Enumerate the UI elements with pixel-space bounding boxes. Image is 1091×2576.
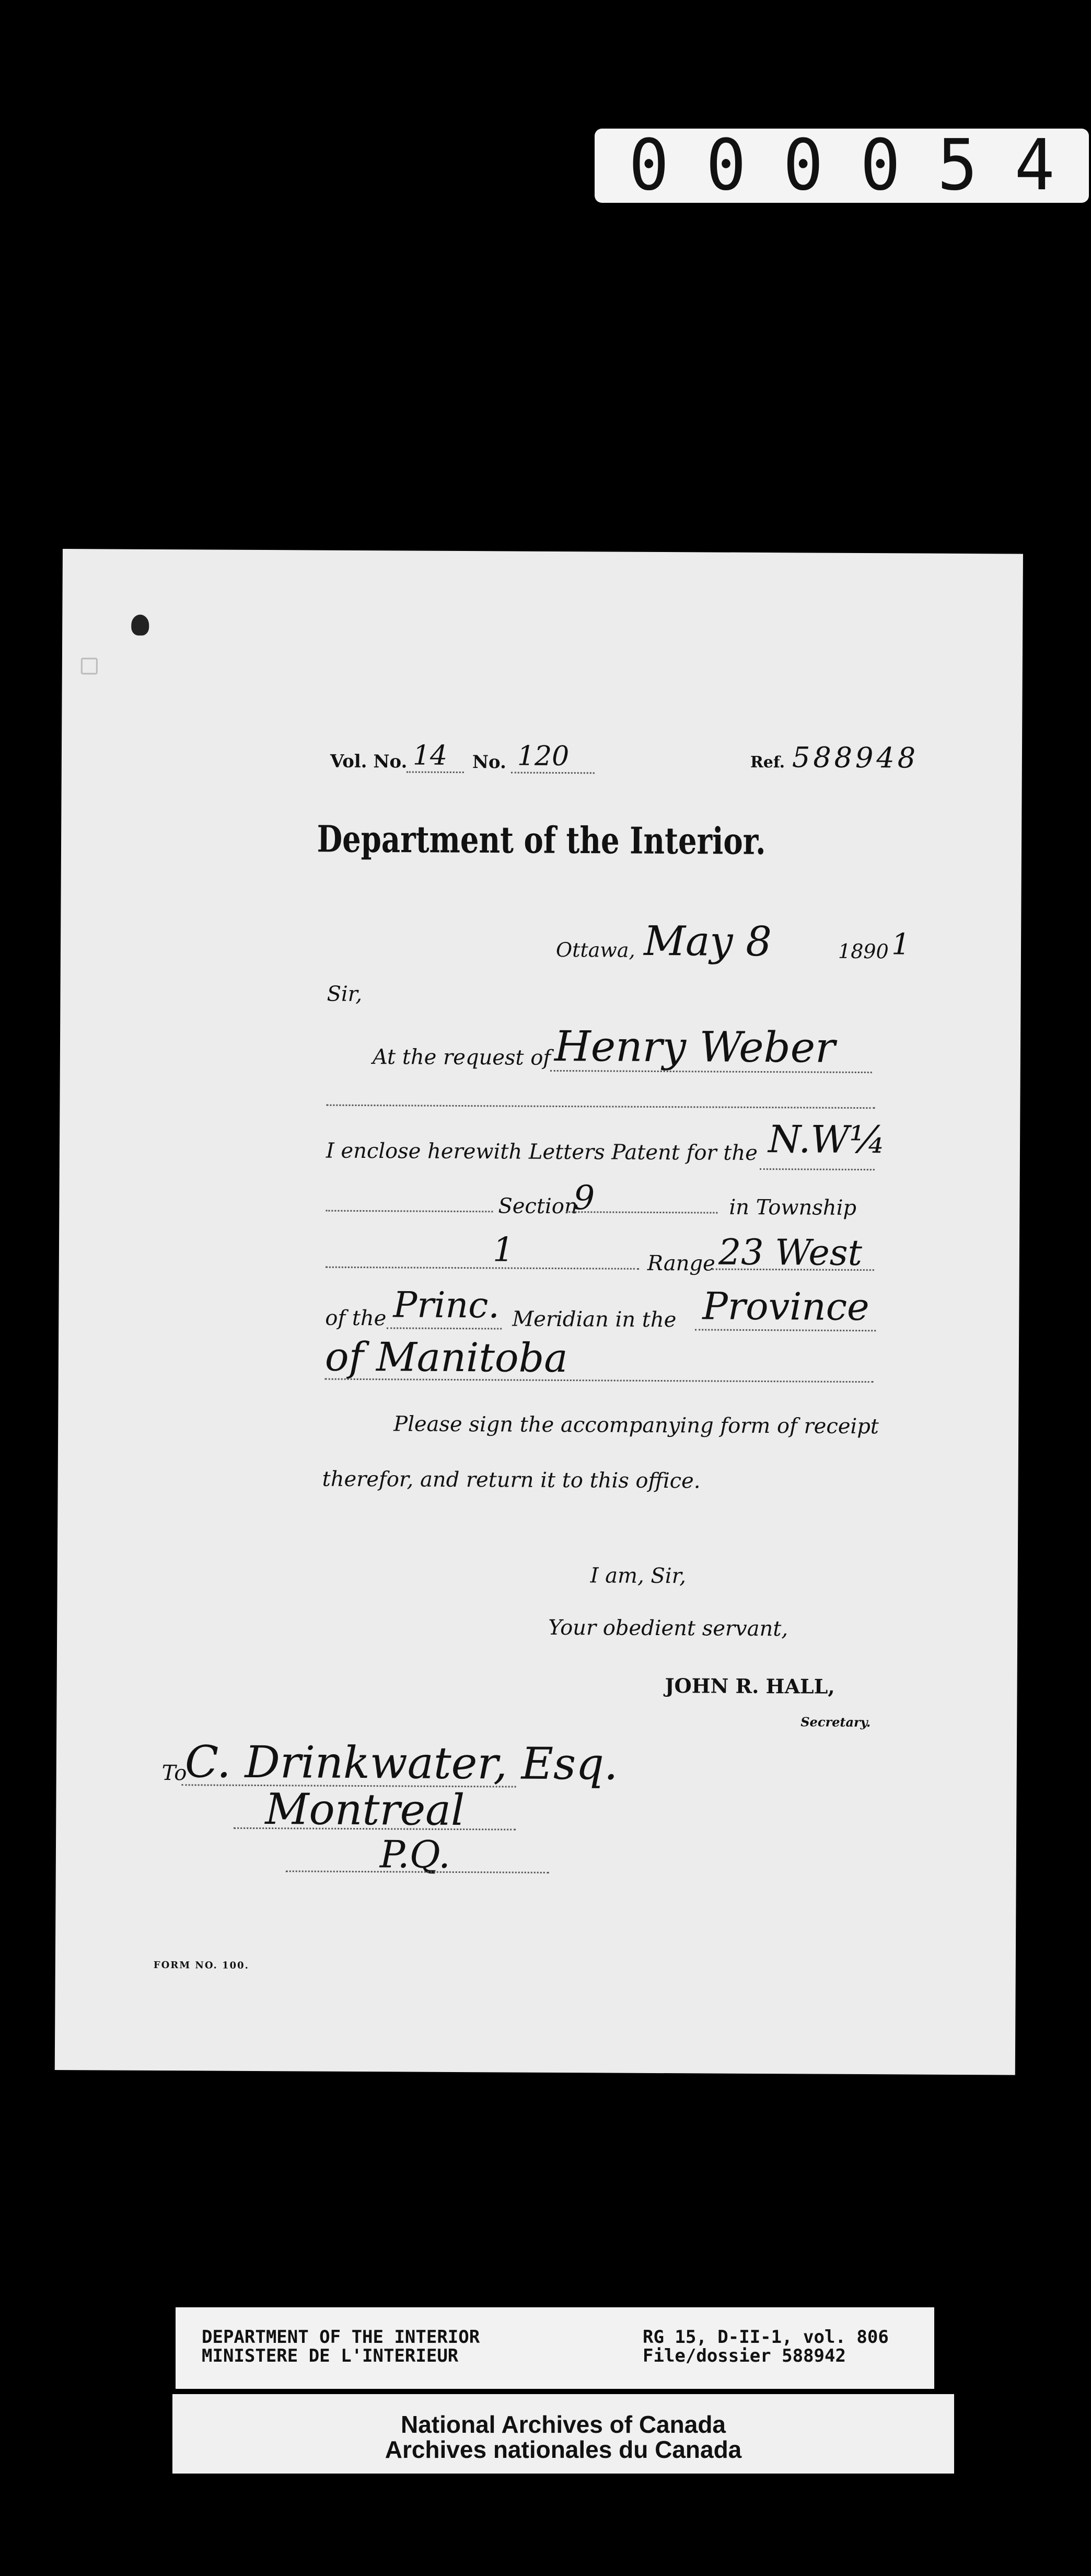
sign-instruction-2: therefor, and return it to this office. [322,1467,701,1493]
enclose-text: I enclose herewith Letters Patent for the [326,1138,758,1165]
request-name: Henry Weber [554,1021,835,1072]
frame-digit: 5 [937,124,978,206]
addressee-city: Montreal [265,1785,465,1836]
meridian-value: Princ. [393,1284,500,1327]
department-english: DEPARTMENT OF THE INTERIOR [202,2327,480,2348]
township-underline [326,1267,639,1270]
no-label: No. [472,752,506,773]
township-value: 1 [492,1230,514,1270]
signatory-title: Secretary. [800,1714,871,1730]
section-leading-line [326,1210,493,1213]
year-printed: 1890 [838,939,889,963]
section-value: 9 [573,1179,595,1218]
frame-digit: 0 [705,124,747,206]
township-label: in Township [729,1195,857,1220]
frame-digit: 0 [783,124,823,206]
ref-value: 588948 [792,741,919,775]
province-name-underline [325,1378,874,1383]
province-name: of Manitoba [324,1333,568,1382]
no-underline [511,772,595,774]
frame-digit: 0 [629,124,669,206]
place-label: Ottawa, [555,938,635,962]
ref-label: Ref. [750,753,785,772]
quarter-value: N.W¼ [768,1117,886,1162]
signatory-name: JOHN R. HALL, [665,1674,835,1698]
frame-digit: 4 [1014,124,1055,206]
ink-speck [131,615,149,636]
to-label: To [161,1761,187,1786]
archives-french: Archives nationales du Canada [385,2436,742,2464]
range-value: 23 West [718,1232,863,1274]
addressee-province: P.Q. [379,1832,451,1877]
no-value: 120 [517,740,570,773]
vol-label: Vol. No. [330,751,408,773]
department-french: MINISTERE DE L'INTERIEUR [202,2345,459,2366]
closing-2: Your obedient servant, [548,1615,788,1641]
year-handwritten: 1 [891,927,910,962]
paper-mark [81,658,98,674]
frame-digit: 0 [860,124,901,206]
addressee-name: C. Drinkwater, Esq. [184,1736,618,1790]
salutation: Sir, [327,982,363,1007]
section-label: Section [498,1194,578,1219]
meridian-text: Meridian in the [512,1307,677,1332]
province-underline [695,1329,876,1331]
archive-reference-label [176,2307,934,2389]
quarter-underline [760,1168,875,1170]
blank-line [326,1105,875,1109]
closing-1: I am, Sir, [590,1563,687,1589]
sign-instruction-1: Please sign the accompanying form of receipt [393,1412,879,1439]
request-text: At the request of [372,1045,551,1070]
letter-paper [55,549,1023,2075]
date-value: May 8 [643,917,772,966]
frame-number-plate [595,124,1089,206]
vol-value: 14 [412,740,448,772]
file-number: File/dossier 588942 [643,2345,846,2366]
archives-english: National Archives of Canada [400,2411,726,2438]
meridian-underline [387,1327,502,1329]
range-label: Range [647,1251,715,1276]
form-number: FORM NO. 100. [153,1959,249,1971]
record-group: RG 15, D-II-1, vol. 806 [643,2327,889,2348]
national-archives-label [172,2394,954,2474]
of-the-label: of the [325,1306,387,1331]
province-value: Province [702,1284,869,1329]
vol-underline [407,771,464,773]
department-title: Department of the Interior. [317,818,766,864]
